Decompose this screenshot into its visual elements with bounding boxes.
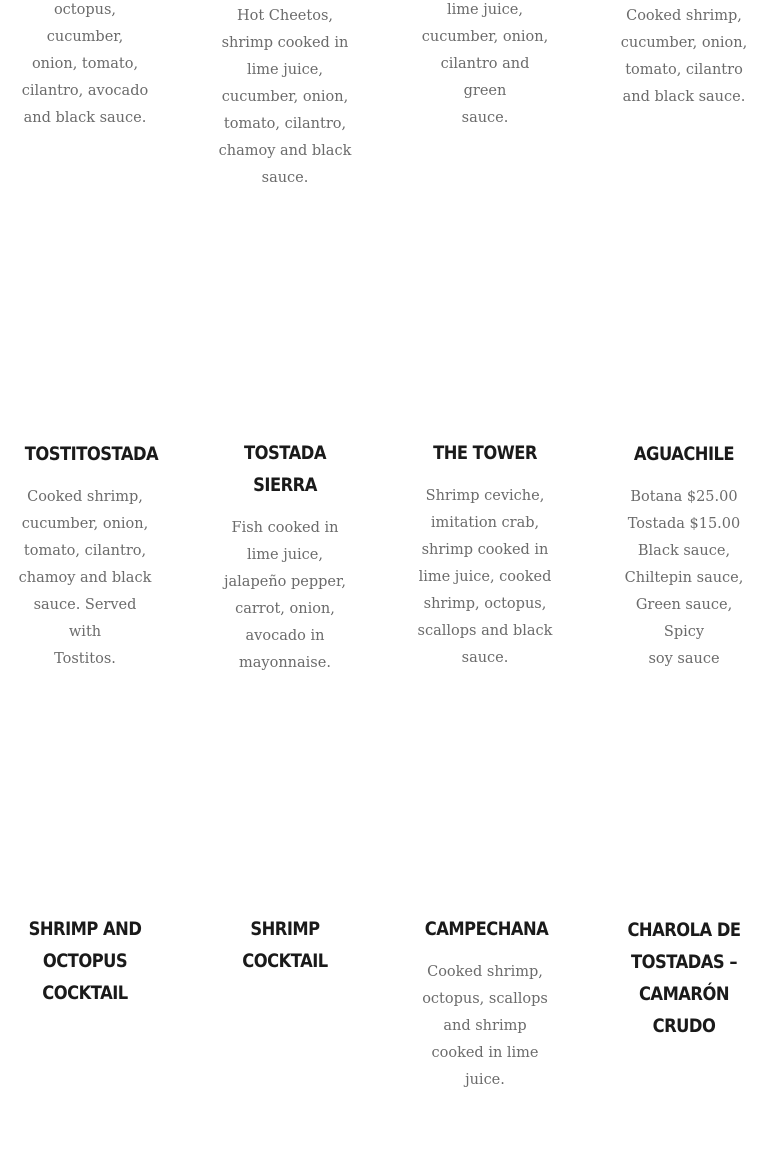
menu-item-description: Fish cooked in lime juice, jalapeño pepper, carrot, onion, avocado in mayonnaise. — [224, 520, 346, 671]
menu-item-shrimp-cocktail — [215, 913, 355, 991]
menu-item-tostada-sierra — [215, 437, 355, 677]
menu-item-shrimp-octopus-cocktail — [15, 913, 155, 1023]
menu-item-description: octopus, cucumber, onion, tomato, cilantro, avocado and black sauce. — [21, 2, 149, 126]
menu-item-aguachile — [614, 438, 754, 673]
menu-item-campechana — [415, 913, 555, 1094]
menu-item-the-tower — [415, 437, 555, 672]
menu-item-description: Shrimp ceviche, imitation crab, shrimp cooked in lime juice, cooked shrimp, octopus, scallops and black sauce. — [417, 488, 553, 666]
menu-item-description: lime juice, cucumber, onion, cilantro and green sauce. — [421, 2, 549, 126]
menu-item-description: Hot Cheetos, shrimp cooked in lime juice, cucumber, onion, tomato, cilantro, chamoy and black sauce. — [218, 8, 352, 186]
menu-item-green-sauce-partial — [415, 0, 555, 132]
menu-item-title: SHRIMP COCKTAIL — [242, 918, 328, 972]
menu-item-charola-de-tostadas — [614, 914, 754, 1056]
menu-item-description: Cooked shrimp, cucumber, onion, tomato, cilantro and black sauce. — [620, 8, 748, 105]
menu-item-title: TOSTADA SIERRA — [244, 442, 326, 496]
menu-item-title: CAMPECHANA — [424, 918, 549, 940]
menu-item-title: AGUACHILE — [633, 443, 735, 465]
menu-item-black-sauce-partial — [614, 3, 754, 111]
menu-item-description: Cooked shrimp, cucumber, onion, tomato, cilantro, chamoy and black sauce. Served with Tostitos. — [18, 489, 152, 667]
menu-item-title: SHRIMP AND OCTOPUS COCKTAIL — [28, 918, 142, 1004]
menu-item-title: TOSTITOSTADA — [24, 443, 159, 465]
menu-item-hot-cheetos-partial — [215, 3, 355, 192]
menu-item-octopus-partial — [15, 0, 155, 132]
menu-item-title: CHAROLA DE TOSTADAS – CAMARÓN CRUDO — [627, 919, 741, 1037]
menu-item-title: THE TOWER — [433, 442, 537, 464]
menu-item-tostitostada — [15, 438, 159, 673]
menu-item-description: Cooked shrimp, octopus, scallops and shrimp cooked in lime juice. — [422, 964, 548, 1088]
menu-item-description: Botana $25.00 Tostada $15.00 Black sauce, Chiltepin sauce, Green sauce, Spicy soy sauce — [624, 489, 744, 667]
